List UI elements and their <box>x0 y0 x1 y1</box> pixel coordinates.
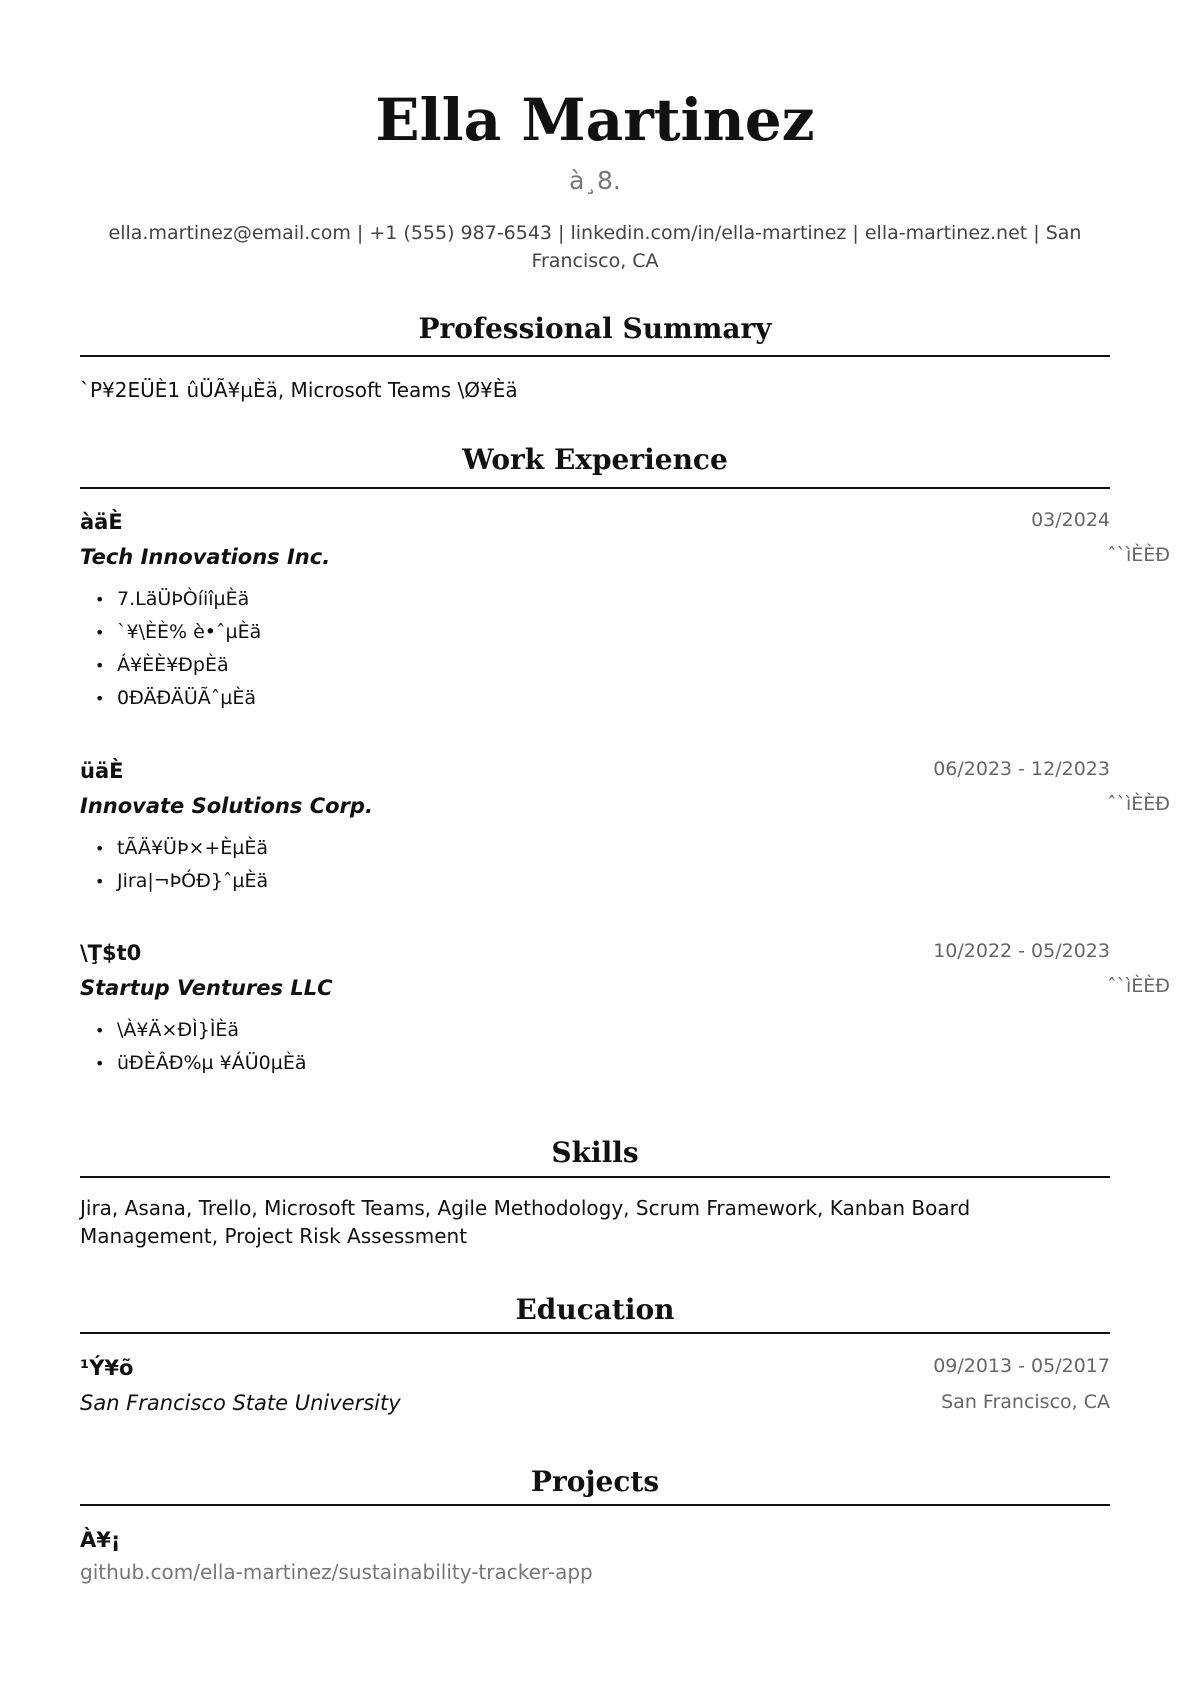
list-item <box>80 649 1080 682</box>
section-divider <box>80 487 1110 489</box>
candidate-subtitle: à¸8. <box>569 166 621 195</box>
bullet-text: tÃÄ¥ÜÞ×+ÈµÈä <box>117 837 269 859</box>
section-title-skills: Skills <box>551 1136 639 1169</box>
bullet-text: Á¥ÈÈ¥ÐpÈä <box>117 654 229 676</box>
school-name: San Francisco State University <box>80 1391 401 1415</box>
bullet-icon: • <box>95 689 105 708</box>
bullet-text: \À¥Ä×ÐÌ}ÌÈä <box>117 1019 240 1041</box>
section-divider <box>80 1504 1110 1506</box>
bullet-icon: • <box>95 839 105 858</box>
candidate-name: Ella Martinez <box>375 86 815 154</box>
list-item <box>80 1047 1080 1080</box>
contact-line: ella.martinez@email.com | +1 (555) 987-6543 | linkedin.com/in/ella-martinez | ella-martinez.net | San Francisco, CA <box>108 222 1082 272</box>
bullet-icon: • <box>95 872 105 891</box>
job-company: Tech Innovations Inc. <box>80 545 331 569</box>
list-item <box>80 832 1080 865</box>
section-title-education: Education <box>515 1293 675 1326</box>
bullet-text: üÐÈÂÐ%µ ¥ÁÜ0µÈä <box>117 1052 307 1074</box>
job-location: ˆ`ìÈÈÐ <box>1106 975 1170 997</box>
bullet-icon: • <box>95 1054 105 1073</box>
bullet-icon: • <box>95 656 105 675</box>
section-divider <box>80 1332 1110 1334</box>
job-location: ˆ`ìÈÈÐ <box>1106 544 1170 566</box>
bullet-icon: • <box>95 623 105 642</box>
list-item <box>80 616 1080 649</box>
job-bullets <box>80 1014 1080 1080</box>
list-item <box>80 865 1080 898</box>
skills-text: Jira, Asana, Trello, Microsoft Teams, Agile Methodology, Scrum Framework, Kanban Board Management, Project Risk Assessment <box>80 1196 971 1248</box>
job-title: \Ţ$t0 <box>80 941 142 965</box>
bullet-text: 0ÐÄÐÄÜÃˆµÈä <box>117 687 257 709</box>
bullet-icon: • <box>95 590 105 609</box>
summary-text: `Р¥2ЕÜÈ1 ûÜÃ¥µÈä, Microsoft Teams \Ø¥Èä <box>80 378 518 402</box>
section-title-work: Work Experience <box>462 443 728 476</box>
degree-title: ¹Ý¥õ <box>80 1356 134 1380</box>
job-company: Startup Ventures LLC <box>80 976 333 1000</box>
job-date: 10/2022 - 05/2023 <box>933 940 1110 962</box>
job-location: ˆ`ìÈÈÐ <box>1106 793 1170 815</box>
job-title: üäÈ <box>80 759 124 783</box>
project-name: À¥¡ <box>80 1528 121 1552</box>
bullet-text: 7.LäÜÞÒíiîµÈä <box>117 588 250 610</box>
job-company: Innovate Solutions Corp. <box>80 794 373 818</box>
project-link[interactable]: github.com/ella-martinez/sustainability-tracker-app <box>80 1560 593 1584</box>
list-item <box>80 583 1080 616</box>
section-divider <box>80 355 1110 357</box>
list-item <box>80 682 1080 715</box>
job-date: 03/2024 <box>1031 509 1110 531</box>
section-divider <box>80 1176 1110 1178</box>
section-title-projects: Projects <box>530 1465 660 1498</box>
job-bullets <box>80 832 1080 898</box>
job-title: àäÈ <box>80 510 123 534</box>
list-item <box>80 1014 1080 1047</box>
bullet-icon: • <box>95 1021 105 1040</box>
education-location: San Francisco, CA <box>941 1391 1110 1413</box>
bullet-text: `¥\ÈÈ% è•ˆµÈä <box>117 621 262 643</box>
section-title-summary: Professional Summary <box>418 312 772 345</box>
job-date: 06/2023 - 12/2023 <box>933 758 1110 780</box>
job-bullets <box>80 583 1080 715</box>
bullet-text: Jira|¬ÞÓÐ}ˆµÈä <box>117 870 269 892</box>
education-date: 09/2013 - 05/2017 <box>933 1355 1110 1377</box>
